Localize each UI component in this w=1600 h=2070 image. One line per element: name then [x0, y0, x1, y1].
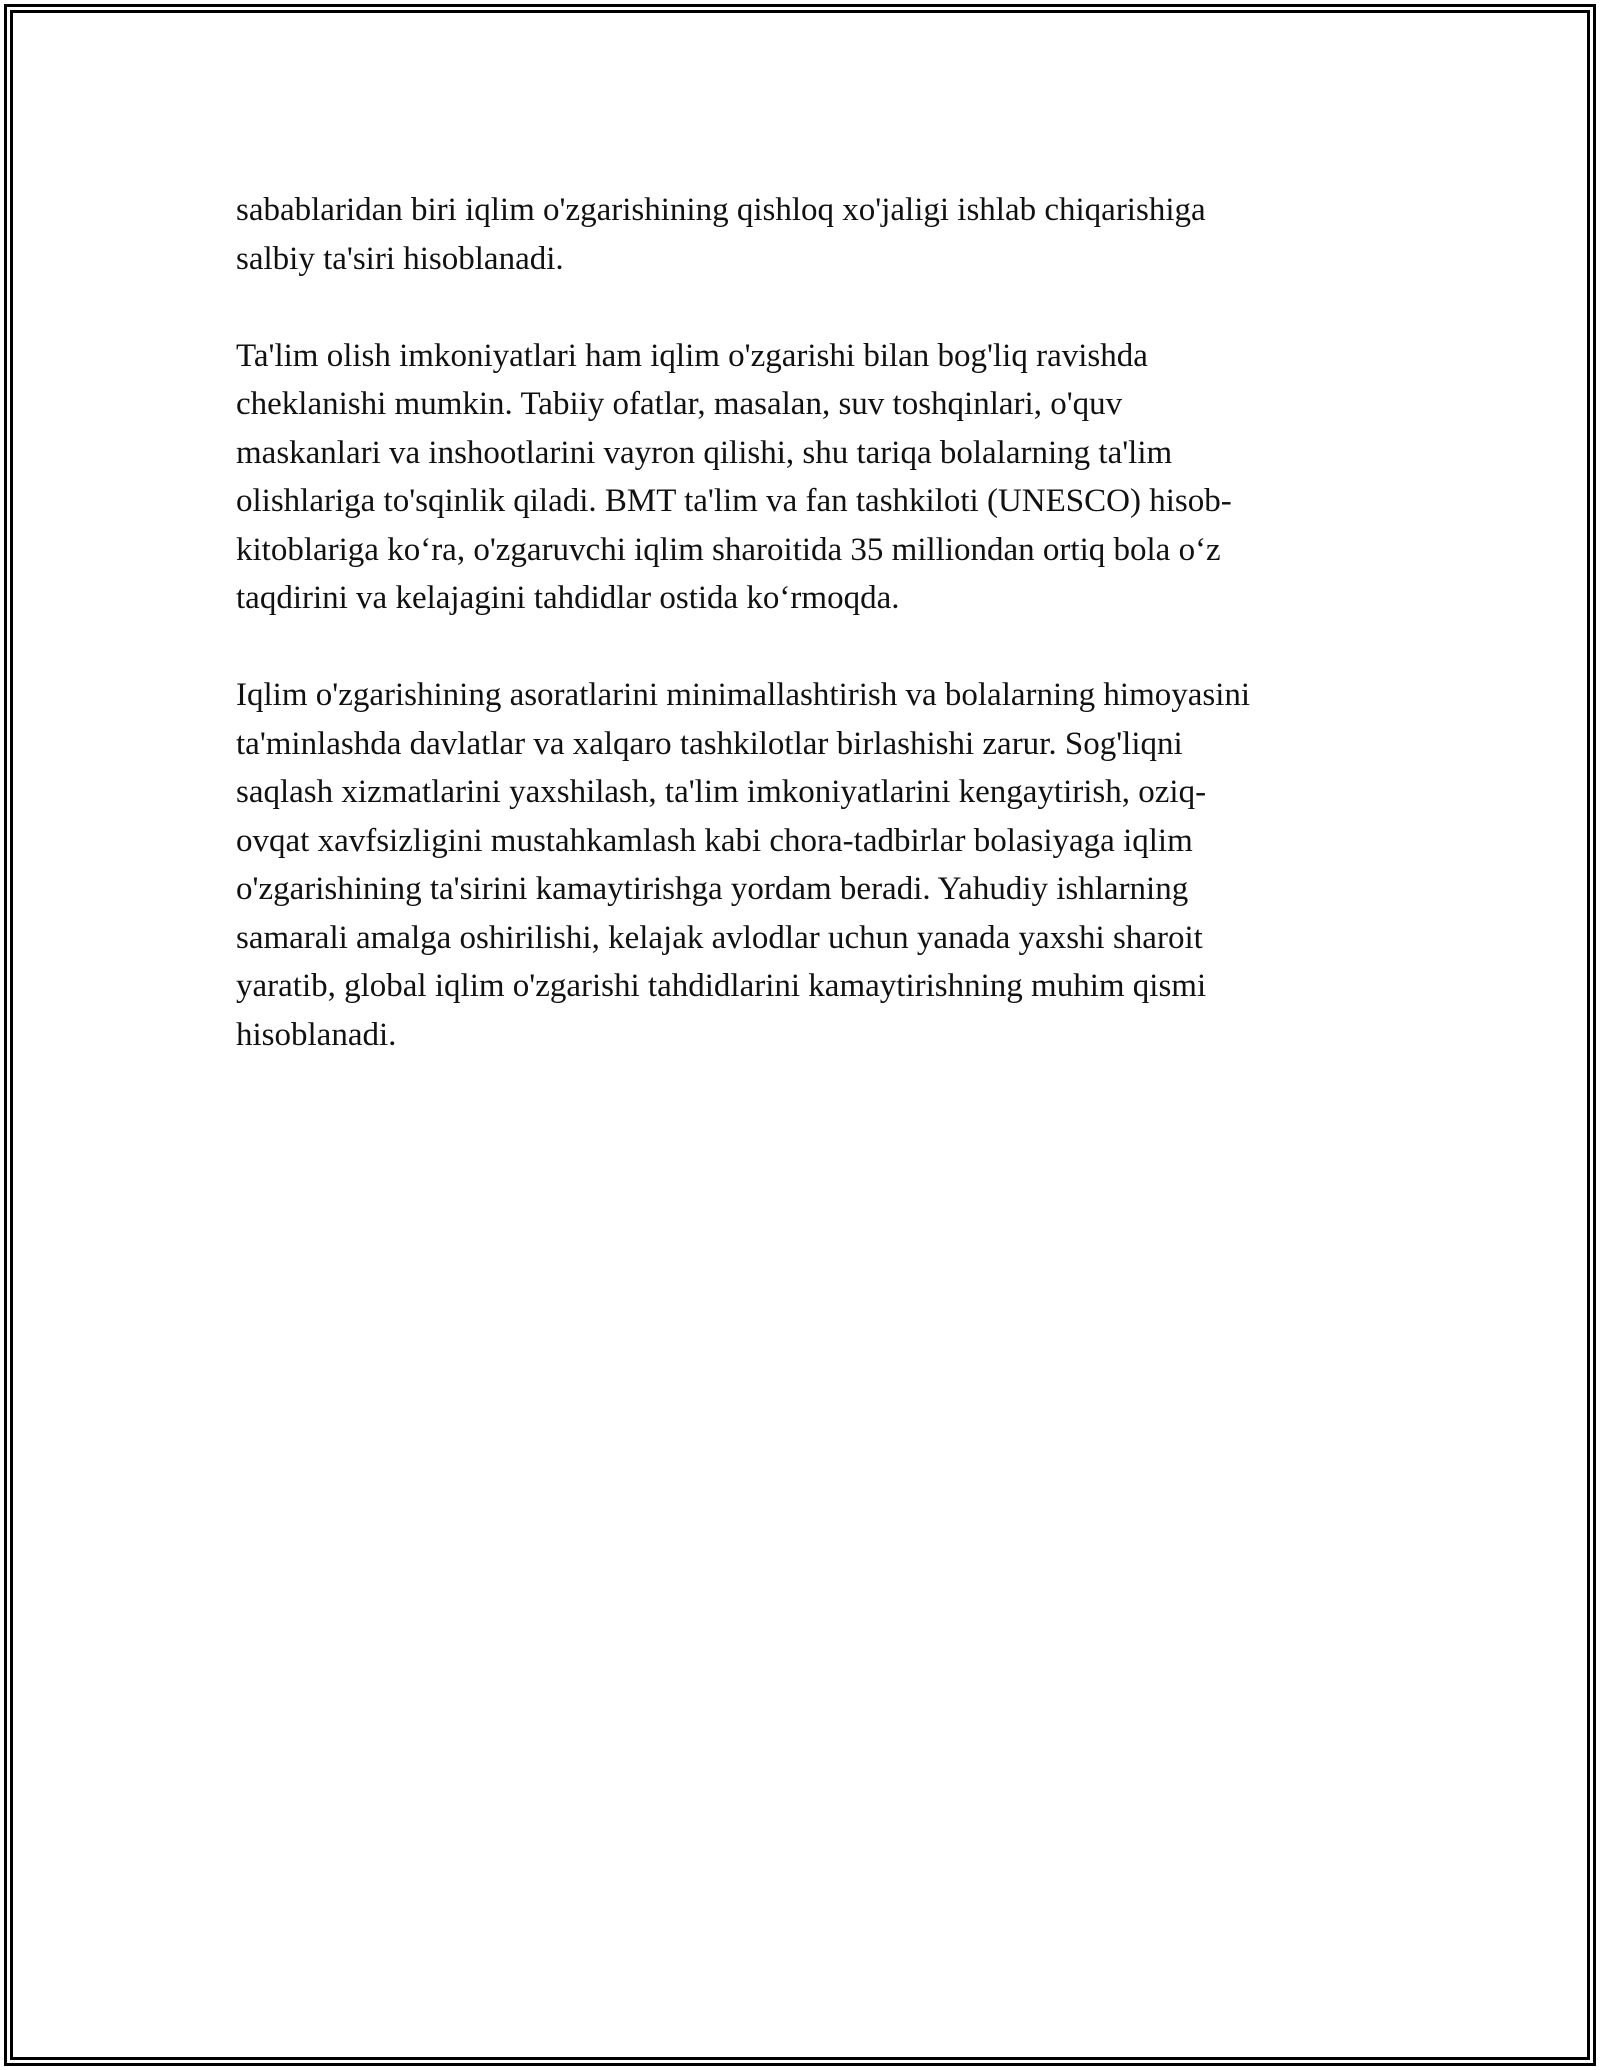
- text-line: o'zgarishining ta'sirini kamaytirishga yordam beradi. Yahudiy ishlarning: [236, 871, 1189, 907]
- text-line: yaratib, global iqlim o'zgarishi tahdidlarini kamaytirishning muhim qismi: [236, 968, 1207, 1004]
- text-line: samarali amalga oshirilishi, kelajak avlodlar uchun yanada yaxshi sharoit: [236, 919, 1203, 956]
- paragraph-2: [236, 332, 1386, 623]
- text-line: maskanlari va inshootlarini vayron qilishi, shu tariqa bolalarning ta'lim: [236, 434, 1173, 471]
- text-line: saqlash xizmatlarini yaxshilash, ta'lim imkoniyatlarini kengaytirish, oziq-: [236, 774, 1207, 810]
- paragraph-1: [236, 186, 1386, 283]
- text-line: cheklanishi mumkin. Tabiiy ofatlar, masalan, suv toshqinlari, o'quv: [236, 386, 1123, 422]
- text-line: ta'minlashda davlatlar va xalqaro tashkilotlar birlashishi zarur. Sog'liqni: [236, 725, 1183, 762]
- text-line: salbiy ta'siri hisoblanadi.: [236, 240, 564, 277]
- document-body: [236, 186, 1386, 1108]
- text-line: olishlariga to'sqinlik qiladi. BMT ta'lim va fan tashkiloti (UNESCO) hisob-: [236, 483, 1232, 519]
- text-line: taqdirini va kelajagini tahdidlar ostida ko‘rmoqda.: [236, 580, 900, 616]
- text-line: Ta'lim olish imkoniyatlari ham iqlim o'zgarishi bilan bog'liq ravishda: [236, 337, 1148, 374]
- text-line: ovqat xavfsizligini mustahkamlash kabi chora-tadbirlar bolasiyaga iqlim: [236, 822, 1193, 859]
- text-line: sabablaridan biri iqlim o'zgarishining qishloq xo'jaligi ishlab chiqarishiga: [236, 192, 1206, 228]
- text-line: kitoblariga ko‘ra, o'zgaruvchi iqlim sharoitida 35 milliondan ortiq bola o‘z: [236, 531, 1221, 568]
- paragraph-3: [236, 671, 1386, 1059]
- text-line: hisoblanadi.: [236, 1016, 397, 1053]
- text-line: Iqlim o'zgarishining asoratlarini minimallashtirish va bolalarning himoyasini: [236, 677, 1251, 713]
